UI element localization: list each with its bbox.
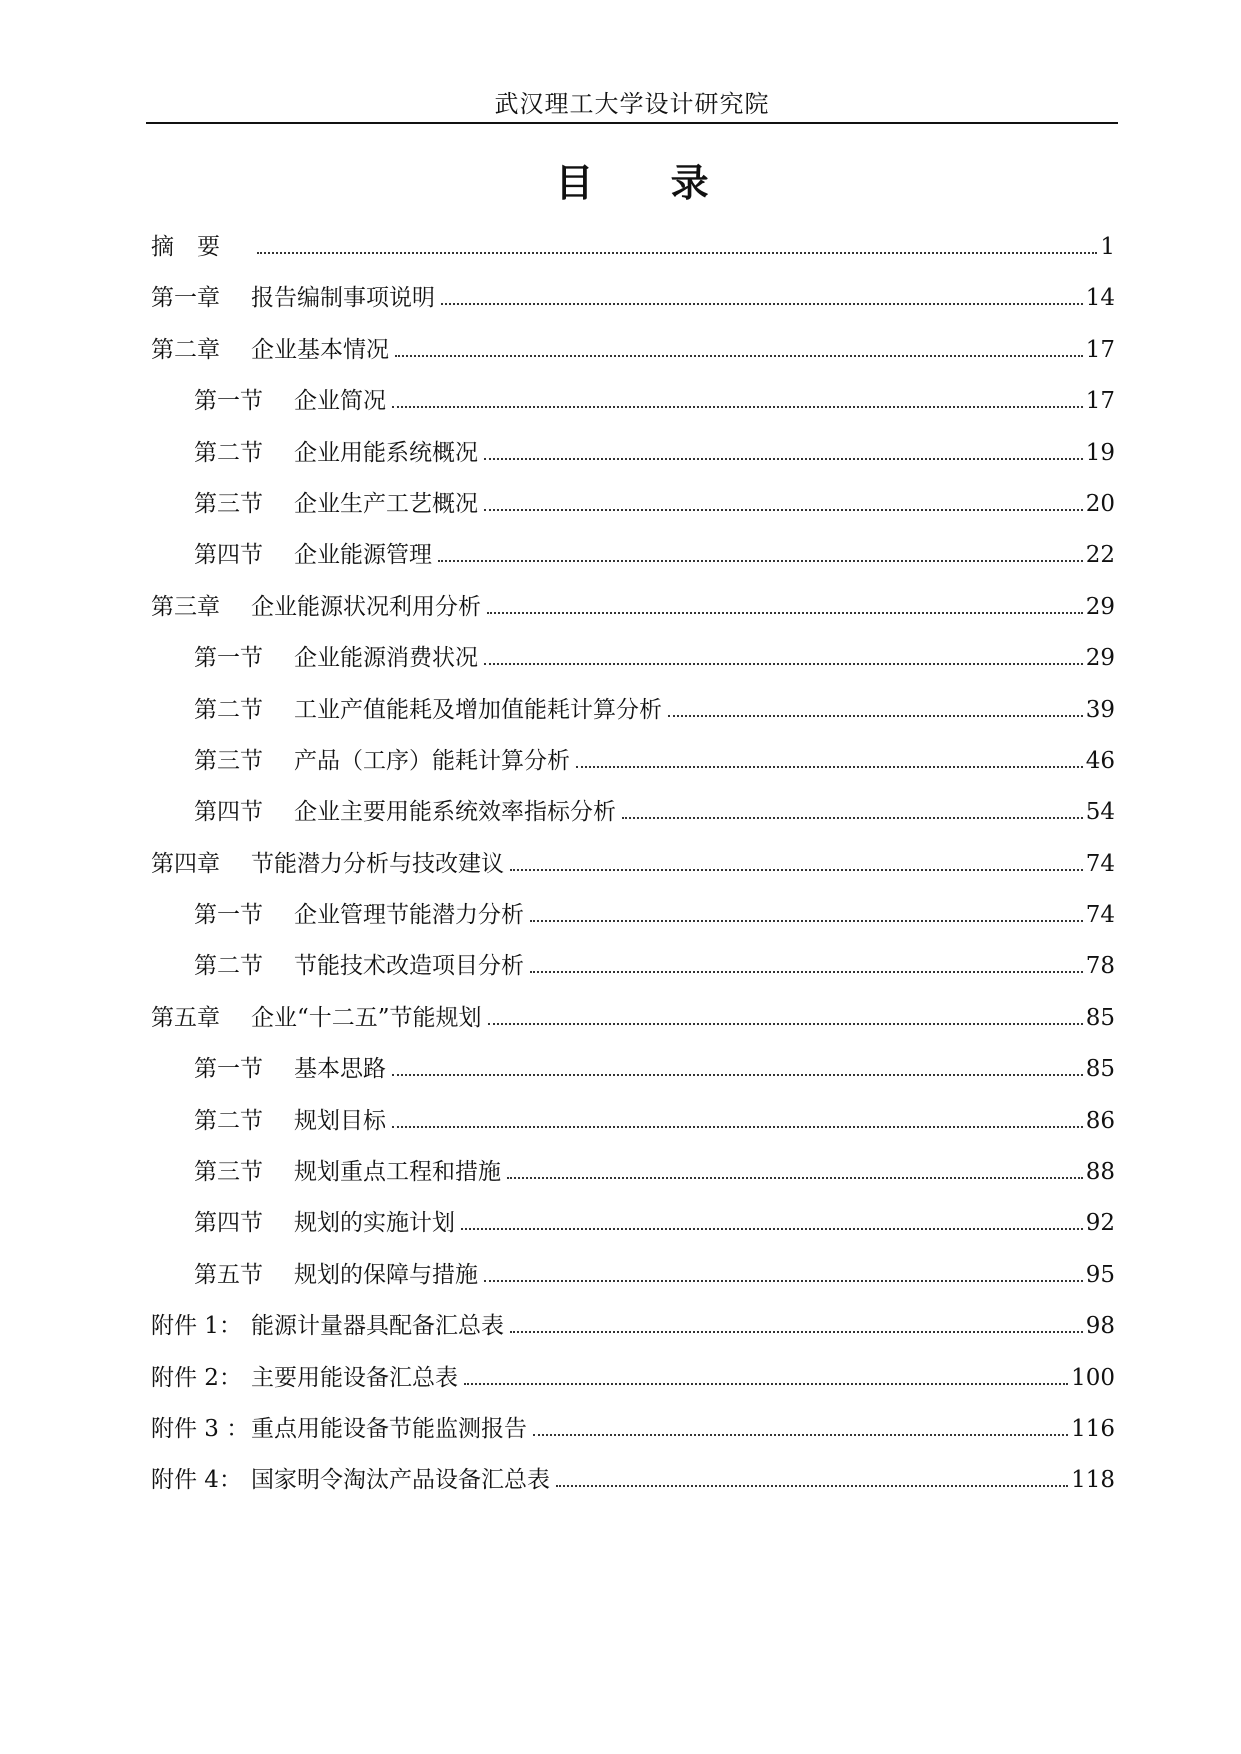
toc-title: 企业主要用能系统效率指标分析 — [294, 799, 616, 826]
toc-page: 14 — [1085, 285, 1115, 312]
toc-leader — [392, 1074, 1083, 1076]
toc-entry-appendix-3[interactable] — [151, 1410, 1115, 1461]
toc-entry-section[interactable] — [151, 896, 1115, 947]
toc-title: 企业“十二五”节能规划 — [251, 1004, 482, 1031]
toc-leader — [257, 252, 1097, 254]
toc-page: 85 — [1085, 1004, 1115, 1031]
toc-page: 17 — [1085, 336, 1115, 363]
toc-leader — [510, 869, 1083, 871]
toc-title: 能源计量器具配备汇总表 — [251, 1313, 504, 1340]
toc-title: 规划的实施计划 — [294, 1210, 455, 1237]
toc-label: 第一节 — [194, 645, 263, 672]
table-of-contents — [151, 228, 1115, 1513]
title-char-2: 录 — [670, 160, 709, 205]
toc-label: 第三节 — [194, 1159, 263, 1186]
toc-entry-section[interactable] — [151, 485, 1115, 536]
toc-title: 企业能源状况利用分析 — [251, 593, 481, 620]
toc-title: 节能技术改造项目分析 — [294, 953, 524, 980]
toc-label: 附件 2： — [151, 1364, 242, 1391]
toc-title: 企业简况 — [294, 388, 386, 415]
toc-page: 54 — [1085, 799, 1115, 826]
toc-label: 第一节 — [194, 1056, 263, 1083]
toc-entry-section[interactable] — [151, 639, 1115, 690]
toc-leader — [484, 509, 1083, 511]
toc-title: 企业基本情况 — [251, 336, 389, 363]
toc-page: 39 — [1085, 696, 1115, 723]
toc-page: 29 — [1085, 645, 1115, 672]
toc-page: 100 — [1071, 1364, 1115, 1391]
toc-page: 116 — [1071, 1415, 1115, 1442]
toc-label: 第二章 — [151, 336, 220, 363]
toc-page: 1 — [1100, 234, 1115, 260]
toc-entry-section[interactable] — [151, 691, 1115, 742]
toc-label: 第二节 — [194, 1107, 263, 1134]
toc-page: 29 — [1085, 593, 1115, 620]
toc-leader — [576, 766, 1083, 768]
toc-entry-chapter-3[interactable] — [151, 588, 1115, 639]
toc-entry-appendix-4[interactable] — [151, 1461, 1115, 1512]
toc-label: 第三节 — [194, 490, 263, 517]
toc-leader — [622, 817, 1083, 819]
toc-title: 国家明令淘汰产品设备汇总表 — [251, 1467, 550, 1494]
toc-page: 85 — [1085, 1056, 1115, 1083]
toc-title: 重点用能设备节能监测报告 — [251, 1415, 527, 1442]
toc-label: 第五节 — [194, 1261, 263, 1288]
toc-label: 第四节 — [194, 799, 263, 826]
toc-page: 74 — [1085, 850, 1115, 877]
toc-leader — [392, 406, 1083, 408]
header-rule — [146, 122, 1118, 124]
toc-leader — [488, 1023, 1083, 1025]
toc-leader — [461, 1228, 1083, 1230]
toc-leader — [668, 715, 1083, 717]
toc-entry-section[interactable] — [151, 434, 1115, 485]
toc-leader — [392, 1126, 1083, 1128]
toc-label: 附件 3 ： — [151, 1415, 250, 1442]
toc-label: 第四节 — [194, 1210, 263, 1237]
toc-leader — [441, 303, 1083, 305]
toc-title: 规划重点工程和措施 — [294, 1159, 501, 1186]
toc-entry-section[interactable] — [151, 742, 1115, 793]
toc-leader — [510, 1331, 1083, 1333]
toc-title: 规划目标 — [294, 1107, 386, 1134]
toc-entry-section[interactable] — [151, 947, 1115, 998]
page-title — [146, 160, 1118, 206]
toc-page: 17 — [1085, 388, 1115, 415]
toc-page: 78 — [1085, 953, 1115, 980]
toc-page: 88 — [1085, 1159, 1115, 1186]
toc-leader — [487, 612, 1083, 614]
toc-label: 第一节 — [194, 388, 263, 415]
toc-title: 企业能源消费状况 — [294, 645, 478, 672]
toc-title: 规划的保障与措施 — [294, 1261, 478, 1288]
toc-entry-appendix-2[interactable] — [151, 1359, 1115, 1410]
toc-leader — [395, 355, 1083, 357]
toc-leader — [530, 920, 1083, 922]
toc-leader — [530, 971, 1083, 973]
toc-title: 基本思路 — [294, 1056, 386, 1083]
toc-title: 产品（工序）能耗计算分析 — [294, 747, 570, 774]
toc-page: 95 — [1085, 1261, 1115, 1288]
toc-title: 企业用能系统概况 — [294, 439, 478, 466]
toc-label: 第四节 — [194, 542, 263, 569]
toc-entry-section[interactable] — [151, 1204, 1115, 1255]
toc-title: 报告编制事项说明 — [251, 285, 435, 312]
toc-leader — [533, 1434, 1068, 1436]
toc-label: 第二节 — [194, 439, 263, 466]
toc-title: 企业能源管理 — [294, 542, 432, 569]
toc-label: 第一节 — [194, 902, 263, 929]
toc-entry-section[interactable] — [151, 382, 1115, 433]
toc-page: 19 — [1085, 439, 1115, 466]
toc-title: 主要用能设备汇总表 — [251, 1364, 458, 1391]
toc-leader — [438, 560, 1083, 562]
toc-leader — [484, 458, 1083, 460]
toc-title: 节能潜力分析与技改建议 — [251, 850, 504, 877]
toc-page: 98 — [1085, 1313, 1115, 1340]
toc-title: 企业管理节能潜力分析 — [294, 902, 524, 929]
toc-leader — [556, 1485, 1068, 1487]
toc-entry-section[interactable] — [151, 1050, 1115, 1101]
toc-entry-chapter-2[interactable] — [151, 331, 1115, 382]
running-header: 武汉理工大学设计研究院 — [494, 90, 770, 118]
toc-page: 46 — [1085, 747, 1115, 774]
toc-label: 第二节 — [194, 953, 263, 980]
title-char-1: 目 — [555, 160, 594, 205]
toc-page: 92 — [1085, 1210, 1115, 1237]
toc-entry-chapter-5[interactable] — [151, 999, 1115, 1050]
toc-entry-appendix-1[interactable] — [151, 1307, 1115, 1358]
toc-label: 附件 1： — [151, 1313, 242, 1340]
toc-page: 118 — [1071, 1467, 1115, 1494]
toc-label: 第三章 — [151, 593, 220, 620]
toc-label: 摘 要 — [151, 234, 220, 260]
toc-entry-section[interactable] — [151, 1102, 1115, 1153]
toc-leader — [464, 1383, 1068, 1385]
toc-page: 20 — [1085, 490, 1115, 517]
toc-label: 第五章 — [151, 1004, 220, 1031]
toc-leader — [484, 663, 1083, 665]
toc-label: 第三节 — [194, 747, 263, 774]
toc-label: 第一章 — [151, 285, 220, 312]
toc-entry-section[interactable] — [151, 1153, 1115, 1204]
toc-page: 74 — [1085, 902, 1115, 929]
toc-page: 86 — [1085, 1107, 1115, 1134]
toc-label: 第四章 — [151, 850, 220, 877]
toc-leader — [507, 1177, 1083, 1179]
toc-title: 企业生产工艺概况 — [294, 490, 478, 517]
toc-leader — [484, 1280, 1083, 1282]
toc-title: 工业产值能耗及增加值能耗计算分析 — [294, 696, 662, 723]
toc-entry-chapter-4[interactable] — [151, 845, 1115, 896]
toc-entry-section[interactable] — [151, 1256, 1115, 1307]
toc-entry-section[interactable] — [151, 793, 1115, 844]
toc-entry-abstract[interactable] — [151, 228, 1115, 279]
toc-entry-chapter-1[interactable] — [151, 279, 1115, 330]
toc-entry-section[interactable] — [151, 536, 1115, 587]
toc-label: 第二节 — [194, 696, 263, 723]
toc-page: 22 — [1085, 542, 1115, 569]
toc-label: 附件 4： — [151, 1467, 242, 1494]
